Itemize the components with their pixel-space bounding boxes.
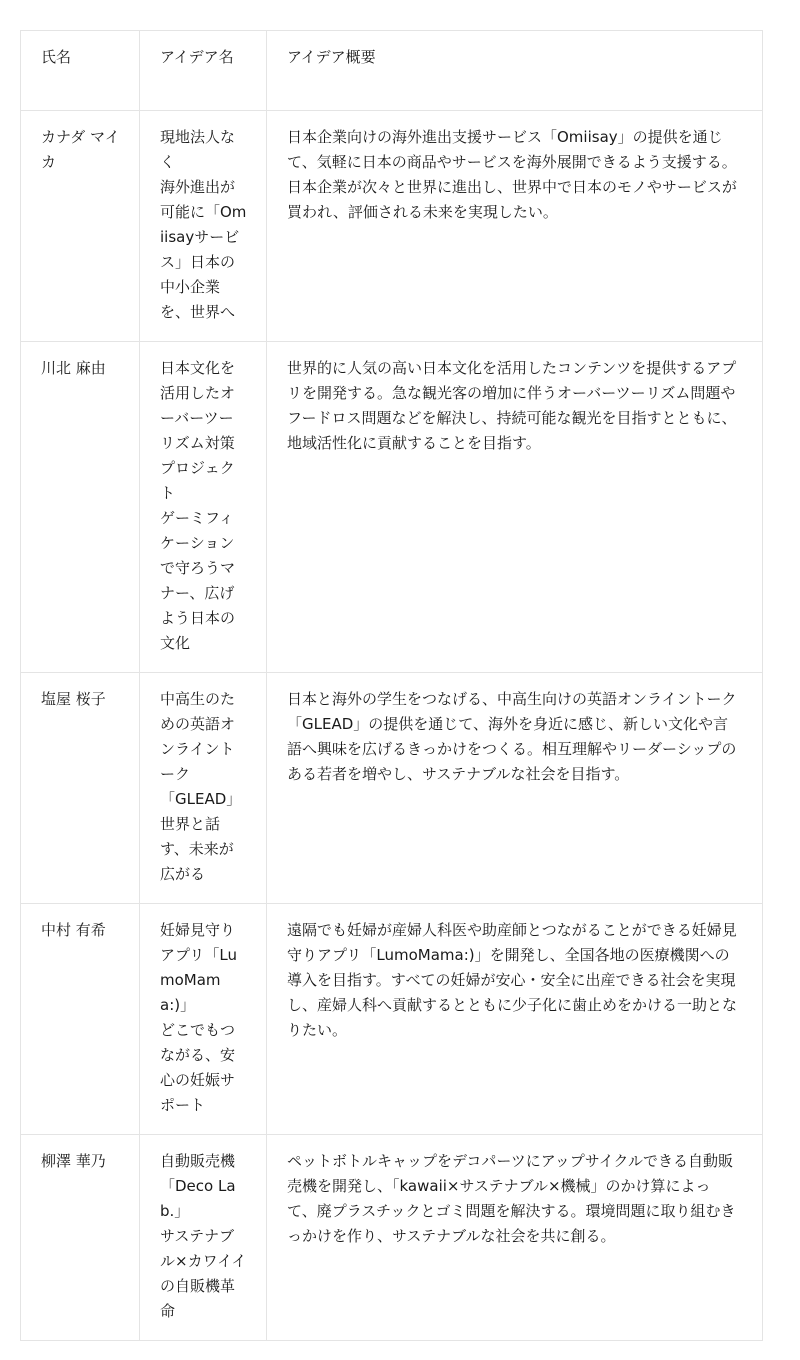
table-body xyxy=(21,111,763,1341)
table-row xyxy=(21,904,763,1135)
table-header xyxy=(21,31,763,111)
row-idea-summary: 日本と海外の学生をつなげる、中高生向けの英語オンライントーク「GLEAD」の提供を通じて、海外を身近に感じ、新しい文化や言語へ興味を広げるきっかけをつくる。相互理解やリーダーシップのある若者を増やし、サステナブルな社会を目指す。 xyxy=(267,673,763,904)
row-name: カナダ マイカ xyxy=(21,111,140,342)
header-idea-name: アイデア名 xyxy=(140,31,267,111)
row-idea-name: 日本文化を活用したオーバーツーリズム対策プロジェクト ゲーミフィケーションで守ろうマナー、広げよう日本の文化 xyxy=(140,342,267,673)
row-idea-name: 中高生のための英語オンライントーク 「GLEAD」 世界と話す、未来が広がる xyxy=(140,673,267,904)
row-idea-name: 妊婦見守りアプリ「LumoMama:)」 どこでもつながる、安心の妊娠サポート xyxy=(140,904,267,1135)
table-row xyxy=(21,111,763,342)
table-row xyxy=(21,1135,763,1341)
table-row xyxy=(21,673,763,904)
table-row xyxy=(21,342,763,673)
row-idea-summary: 世界的に人気の高い日本文化を活用したコンテンツを提供するアプリを開発する。急な観光客の増加に伴うオーバーツーリズム問題やフードロス問題などを解決し、持続可能な観光を目指すとともに、地域活性化に貢献することを目指す。 xyxy=(267,342,763,673)
row-name: 塩屋 桜子 xyxy=(21,673,140,904)
row-name: 柳澤 華乃 xyxy=(21,1135,140,1341)
idea-table-container xyxy=(20,30,762,1341)
row-name: 川北 麻由 xyxy=(21,342,140,673)
row-idea-summary: 日本企業向けの海外進出支援サービス「Omiisay」の提供を通じて、気軽に日本の商品やサービスを海外展開できるよう支援する。日本企業が次々と世界に進出し、世界中で日本のモノやサービスが買われ、評価される未来を実現したい。 xyxy=(267,111,763,342)
row-idea-summary: ペットボトルキャップをデコパーツにアップサイクルできる自動販売機を開発し、「kawaii×サステナブル×機械」のかけ算によって、廃プラスチックとゴミ問題を解決する。環境問題に取り組むきっかけを作り、サステナブルな社会を共に創る。 xyxy=(267,1135,763,1341)
row-name: 中村 有希 xyxy=(21,904,140,1135)
header-name: 氏名 xyxy=(21,31,140,111)
header-row xyxy=(21,31,763,111)
row-idea-summary: 遠隔でも妊婦が産婦人科医や助産師とつながることができる妊婦見守りアプリ「LumoMama:)」を開発し、全国各地の医療機関への導入を目指す。すべての妊婦が安心・安全に出産できる社会を実現し、産婦人科へ貢献するとともに少子化に歯止めをかける一助となりたい。 xyxy=(267,904,763,1135)
row-idea-name: 現地法人なく 海外進出が可能に「Omiisayサービス」日本の中小企業を、世界へ xyxy=(140,111,267,342)
row-idea-name: 自動販売機 「Deco Lab.」 サステナブル×カワイイの自販機革命 xyxy=(140,1135,267,1341)
header-idea-summary: アイデア概要 xyxy=(267,31,763,111)
idea-table xyxy=(20,30,763,1341)
